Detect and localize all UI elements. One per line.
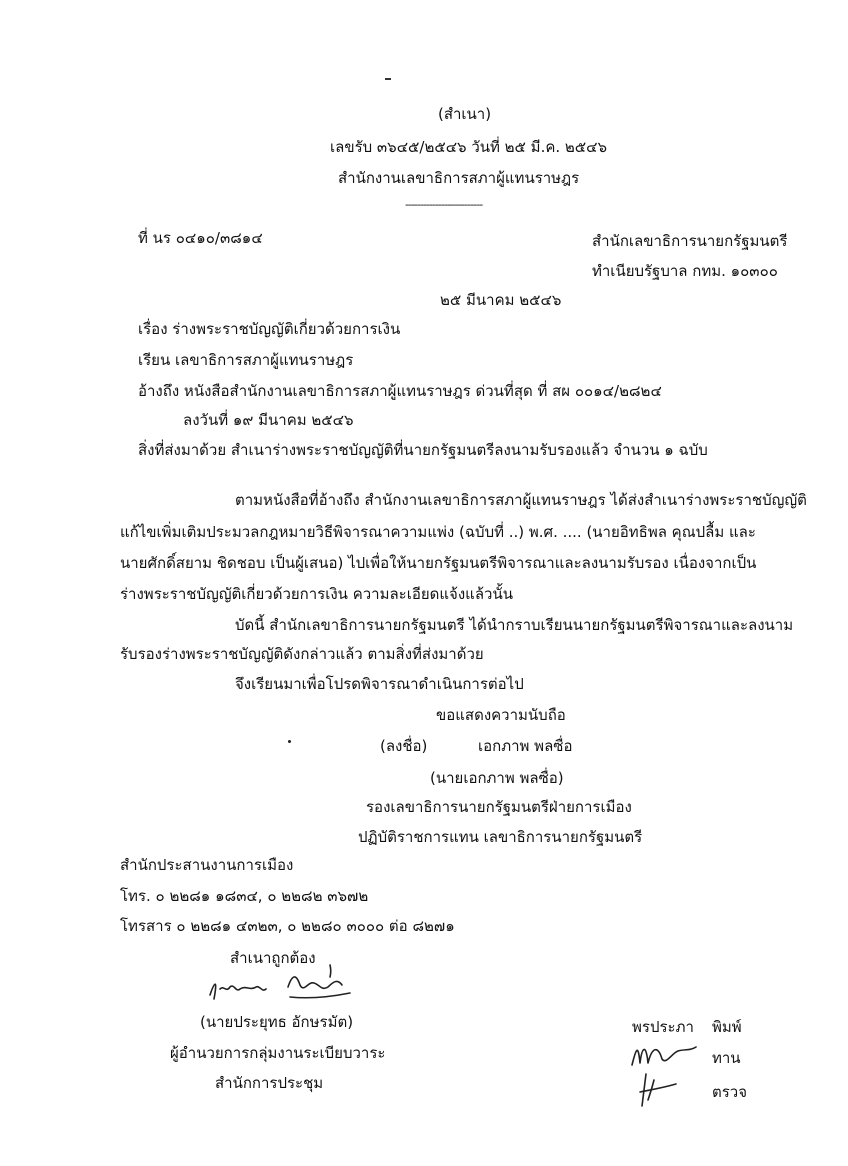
letter-subject: เรื่อง ร่างพระราชบัญญัติเกี่ยวด้วยการเงิน: [138, 320, 401, 338]
proofreader-initials: [628, 1035, 708, 1071]
certifier-signature: [200, 963, 370, 1013]
signer-acting: ปฏิบัติราชการแทน เลขาธิการนายกรัฐมนตรี: [358, 828, 643, 846]
contact-division: สำนักประสานงานการเมือง: [120, 856, 294, 874]
certified-copy-label: สำเนาถูกต้อง: [230, 949, 316, 967]
paragraph-1-line-3: นายศักดิ์สยาม ชิดชอบ เป็นผู้เสนอ) ไปเพื่อให้นายกรัฐมนตรีพิจารณาและลงนามรับรอง เนื่องจากเป็น: [120, 554, 757, 572]
copy-label: (สำเนา): [438, 105, 492, 123]
proofread-label: ทาน: [712, 1049, 741, 1067]
receiving-office: สำนักงานเลขาธิการสภาผู้แทนราษฎร: [338, 169, 580, 187]
typist-name: พรประภา: [632, 1018, 694, 1036]
receipt-line: เลขรับ ๓๖๔๕/๒๕๔๖ วันที่ ๒๕ มี.ค. ๒๕๔๖: [330, 138, 608, 156]
paragraph-2-line-2: รับรองร่างพระราชบัญญัติดังกล่าวแล้ว ตามสิ่งที่ส่งมาด้วย: [120, 645, 484, 663]
paragraph-3: จึงเรียนมาเพื่อโปรดพิจารณาดำเนินการต่อไป: [235, 675, 524, 693]
typed-label: พิมพ์: [712, 1018, 742, 1036]
letter-reference-date: ลงวันที่ ๑๙ มีนาคม ๒๕๔๖: [183, 411, 354, 429]
signed-label: (ลงชื่อ): [380, 737, 428, 755]
sender-address: ทำเนียบรัฐบาล กทม. ๑๐๓๐๐: [592, 262, 778, 280]
letter-reference: อ้างถึง หนังสือสำนักงานเลขาธิการสภาผู้แทนราษฎร ด่วนที่สุด ที่ สผ ๐๐๑๔/๒๘๒๔: [138, 382, 662, 400]
paragraph-2-line-1: บัดนี้ สำนักเลขาธิการนายกรัฐมนตรี ได้นำกราบเรียนนายกรัฐมนตรีพิจารณาและลงนาม: [235, 616, 794, 634]
reference-number: ที่ นร ๐๔๑๐/๓๘๑๔: [138, 229, 263, 247]
signed-name: เอกภาพ พลซื่อ: [478, 737, 573, 755]
stray-dot: [288, 740, 291, 743]
letter-addressee: เรียน เลขาธิการสภาผู้แทนราษฎร: [138, 351, 354, 369]
paragraph-1-line-1: ตามหนังสือที่อ้างถึง สำนักงานเลขาธิการสภาผู้แทนราษฎร ได้ส่งสำเนาร่างพระราชบัญญัติ: [235, 491, 807, 509]
certifier-office: สำนักการประชุม: [215, 1074, 324, 1092]
stray-mark: [385, 8, 391, 84]
checked-label: ตรวจ: [712, 1083, 748, 1101]
contact-fax: โทรสาร ๐ ๒๒๘๑ ๔๓๒๓, ๐ ๒๒๘๐ ๓๐๐๐ ต่อ ๘๒๗๑: [120, 917, 455, 935]
paragraph-1-line-2: แก้ไขเพิ่มเติมประมวลกฎหมายวิธีพิจารณาความแพ่ง (ฉบับที่ ..) พ.ศ. .... (นายอิทธิพล คุณปลื้ม และ: [120, 523, 756, 541]
sender-office: สำนักเลขาธิการนายกรัฐมนตรี: [592, 232, 788, 250]
letter-date: ๒๕ มีนาคม ๒๕๔๖: [440, 291, 562, 309]
letter-enclosure: สิ่งที่ส่งมาด้วย สำเนาร่างพระราชบัญญัติที่นายกรัฐมนตรีลงนามรับรองแล้ว จำนวน ๑ ฉบับ: [138, 441, 708, 459]
certifier-position: ผู้อำนวยการกลุ่มงานระเบียบวาระ: [170, 1044, 386, 1062]
closing-regards: ขอแสดงความนับถือ: [436, 706, 566, 724]
signer-position: รองเลขาธิการนายกรัฐมนตรีฝ่ายการเมือง: [366, 798, 632, 816]
checker-initials: [636, 1070, 696, 1110]
header-divider: --------------------------: [405, 198, 483, 211]
signer-full-name: (นายเอกภาพ พลซื่อ): [430, 769, 564, 787]
contact-phone: โทร. ๐ ๒๒๘๑ ๑๘๓๔, ๐ ๒๒๘๒ ๓๖๗๒: [120, 887, 369, 905]
paragraph-1-line-4: ร่างพระราชบัญญัติเกี่ยวด้วยการเงิน ความละเอียดแจ้งแล้วนั้น: [120, 585, 513, 603]
certifier-name: (นายประยุทธ อักษรมัต): [200, 1013, 354, 1031]
